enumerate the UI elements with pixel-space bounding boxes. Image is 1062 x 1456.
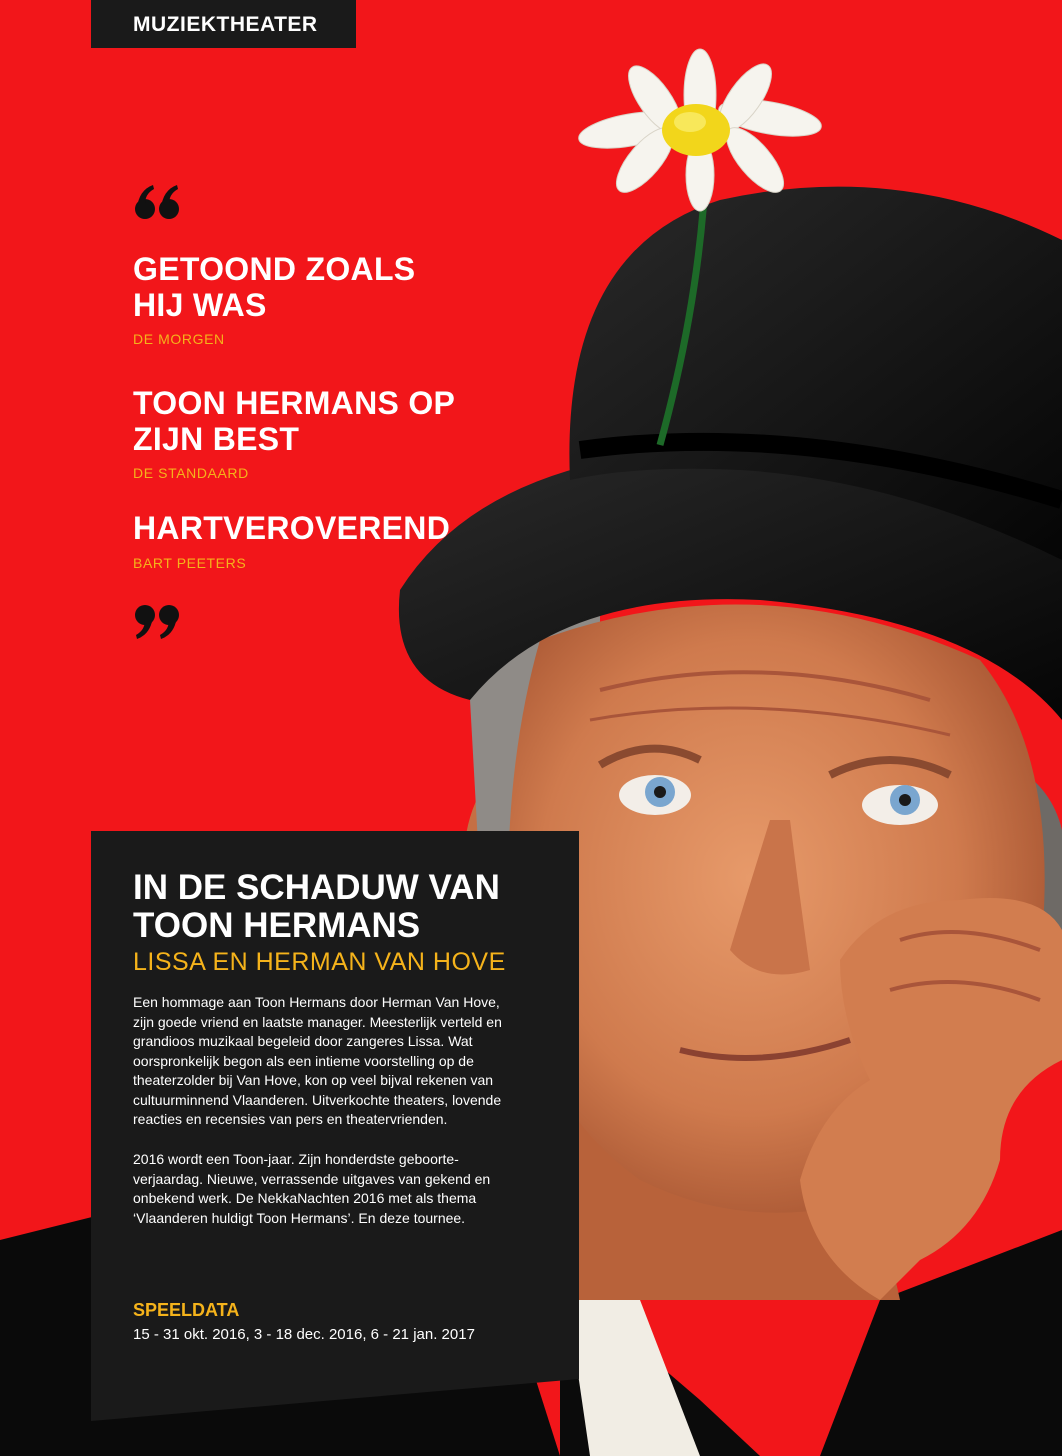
paragraph-2-line: ‘Vlaanderen huldigt Toon Hermans’. En deze tournee.	[133, 1209, 466, 1226]
paragraph-1-line: Een hommage aan Toon Hermans door Herman Van Hove,	[133, 994, 500, 1010]
quote-headline-2-line2: ZIJN BEST	[133, 421, 300, 457]
paragraph-1-line: zijn goede vriend en laatste manager. Meesterlijk verteld en	[133, 1013, 502, 1030]
quote-source-1: DE MORGEN	[133, 331, 225, 347]
show-subtitle: LISSA EN HERMAN VAN HOVE	[133, 948, 506, 976]
dates-label: SPEELDATA	[133, 1300, 240, 1320]
quote-headline-2-line1: TOON HERMANS OP	[133, 385, 456, 421]
dates-text: 15 - 31 okt. 2016, 3 - 18 dec. 2016, 6 - 21 jan. 2017	[133, 1326, 475, 1343]
show-title-line2: TOON HERMANS	[133, 906, 421, 945]
paragraph-1-line: reacties en recensies van pers en theatervrienden.	[133, 1111, 448, 1127]
show-info-box	[91, 831, 579, 1421]
quote-headline-3-line1: HARTVEROVEREND	[133, 510, 451, 546]
description-paragraph-2	[133, 1150, 553, 1228]
paragraph-1-line: oorspronkelijk begon als een intieme voorstelling op de	[133, 1052, 474, 1069]
paragraph-2-line: onbekend werk. De NekkaNachten 2016 met als thema	[133, 1190, 477, 1206]
quote-headline-1	[133, 251, 415, 323]
paragraph-1-line: theaterzolder bij Van Hove, kon op veel bijval rekenen van	[133, 1072, 494, 1088]
description-paragraph-1	[133, 993, 553, 1130]
show-title-line1: IN DE SCHADUW VAN	[133, 868, 500, 907]
quote-headline-1-line1: GETOOND ZOALS	[133, 251, 416, 287]
paragraph-2-line: 2016 wordt een Toon-jaar. Zijn honderdste geboorte-	[133, 1151, 459, 1167]
quote-source-2: DE STANDAARD	[133, 465, 249, 481]
paragraph-1-line: grandioos muzikaal begeleid door zangeres Lissa. Wat	[133, 1033, 473, 1049]
quote-close-icon	[133, 604, 183, 640]
paragraph-2-line: verjaardag. Nieuwe, verrassende uitgaves van gekend en	[133, 1170, 491, 1187]
quote-source-3: BART PEETERS	[133, 555, 247, 571]
category-label: MUZIEKTHEATER	[91, 0, 356, 48]
quote-headline-2	[133, 385, 455, 457]
quote-headline-1-line2: HIJ WAS	[133, 287, 267, 323]
quote-open-icon	[133, 184, 183, 220]
paragraph-1-line: cultuurminnend Vlaanderen. Uitverkochte theaters, lovende	[133, 1091, 502, 1108]
show-title	[133, 869, 573, 945]
quote-headline-3	[133, 510, 450, 546]
